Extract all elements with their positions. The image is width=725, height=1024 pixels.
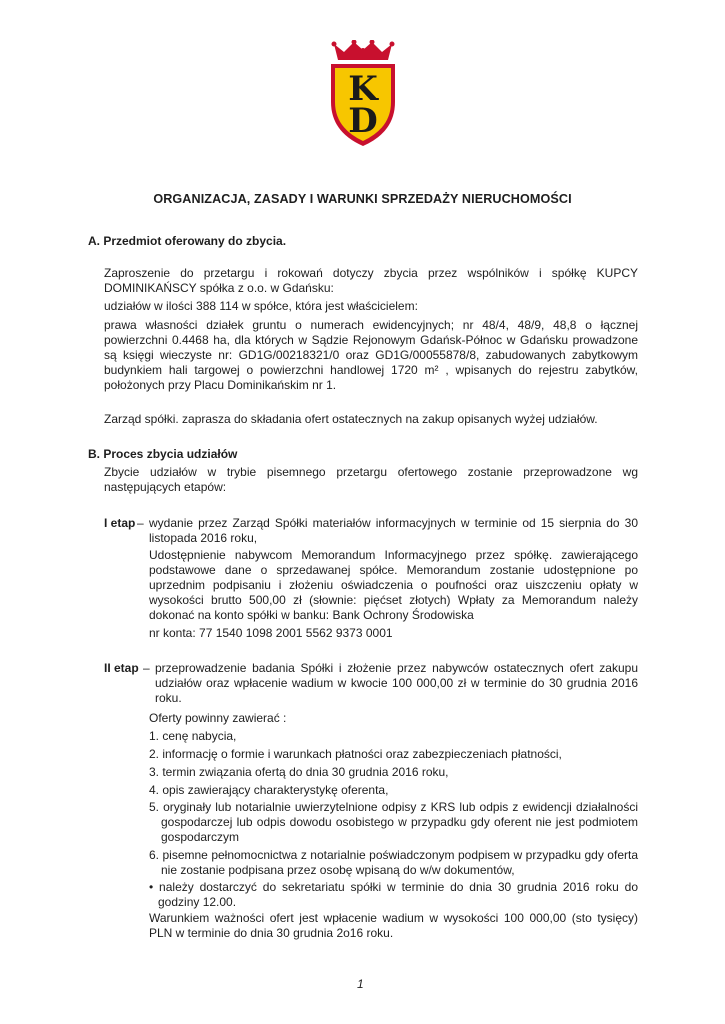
delivery-note: • należy dostarczyć do sekretariatu spółki w terminie do dnia 30 grudnia 2016 roku do godziny 12.00. [149,880,638,909]
offer-item: 1. cenę nabycia, [149,729,237,743]
section-a-invitation: Zarząd spółki. zaprasza do składania ofert ostatecznych na zakup opisanych wyżej udziałów. [104,412,598,426]
stage2-label: II etap [104,661,139,675]
logo-letter-k: K [348,69,378,109]
section-a-shares: udziałów w ilości 388 114 w spółce, która jest właścicielem: [104,299,418,313]
stage1-account: nr konta: 77 1540 1098 2001 5562 9373 0001 [149,626,393,640]
offer-item: 4. opis zawierający charakterystykę oferenta, [149,783,389,797]
section-a-heading: A. Przedmiot oferowany do zbycia. [88,234,287,248]
logo-letter-d: D [348,101,378,141]
offer-item: 2. informację o formie i warunkach płatności oraz zabezpieczeniach płatności, [149,747,562,761]
offer-item: 6. pisemne pełnomocnictwa z notarialnie poświadczonym podpisem w przypadku gdy oferta nie zostanie podpisana przez osobę wpisaną do w/w dokumentów, [149,848,638,877]
offer-item: 5. oryginały lub notarialnie uwierzytelnione odpisy z KRS lub odpis z ewidencji działalności gospodarczej lub odpis dowodu osobistego w przypadku gdy oferent nie jest podmiotem gospodarczym [149,800,638,844]
section-b-intro: Zbycie udziałów w trybie pisemnego przetargu ofertowego zostanie przeprowadzone wg następujących etapów: [104,465,638,494]
stage2-dash: – [143,661,150,675]
stage2-text: przeprowadzenie badania Spółki i złożenie przez nabywców ostatecznych ofert zakupu udziałów oraz wpłacenie wadium w kwocie 100 000,00 zł w terminie do 30 grudnia 2016 roku. [155,661,638,705]
crown-icon [332,40,395,60]
stage2-offers-intro: Oferty powinny zawierać : [149,711,287,725]
page-title: ORGANIZACJA, ZASADY I WARUNKI SPRZEDAŻY NIERUCHOMOŚCI [153,192,572,206]
section-a-property: prawa własności działek gruntu o numerach ewidencyjnych; nr 48/4, 48/9, 48,8 o łącznej powierzchni 0.4468 ha, dla których w Sądzie Rejonowym Gdańsk-Północ w Gdańsku prowadzone są księgi wieczyste nr: GD1G/00218321/0 oraz GD1G/00055878/8, zabudowanych zabytkowym budynkiem hali targowej o powierzchni handlowej 1720 m² , wpisanych do rejestru zabytków, położonych przy Placu Dominikańskim nr 1. [104,318,638,392]
section-b-heading: B. Proces zbycia udziałów [88,447,238,461]
page-number: 1 [357,977,364,991]
stage1-text: wydanie przez Zarząd Spółki materiałów informacyjnych w terminie od 15 sierpnia do 30 listopada 2016 roku, [149,516,638,545]
stage1-label: I etap [104,516,136,530]
stage1-dash: – [137,516,144,530]
section-a-intro: Zaproszenie do przetargu i rokowań dotyczy zbycia przez wspólników i spółkę KUPCY DOMINIKAŃSCY spółka z o.o. w Gdańsku: [104,266,638,295]
stage1-memo: Udostępnienie nabywcom Memorandum Informacyjnego przez spółkę. zawierającego podstawowe dane o sprzedawanej spółce. Memorandum zostanie udostępnione po uprzednim podpisaniu i złożeniu oświadczenia o poufności oraz uiszczeniu opłaty w wysokości brutto 500,00 zł (słownie: pięćset złotych) Wpłaty za Memorandum należy dokonać na konto spółki w banku: Bank Ochrony Środowiska [149,548,638,622]
stage2-condition: Warunkiem ważności ofert jest wpłacenie wadium w wysokości 100 000,00 (sto tysięcy) PLN w terminie do dnia 30 grudnia 2o16 roku. [149,911,638,940]
offer-item: 3. termin związania ofertą do dnia 30 grudnia 2016 roku, [149,765,449,779]
company-logo [326,40,400,148]
